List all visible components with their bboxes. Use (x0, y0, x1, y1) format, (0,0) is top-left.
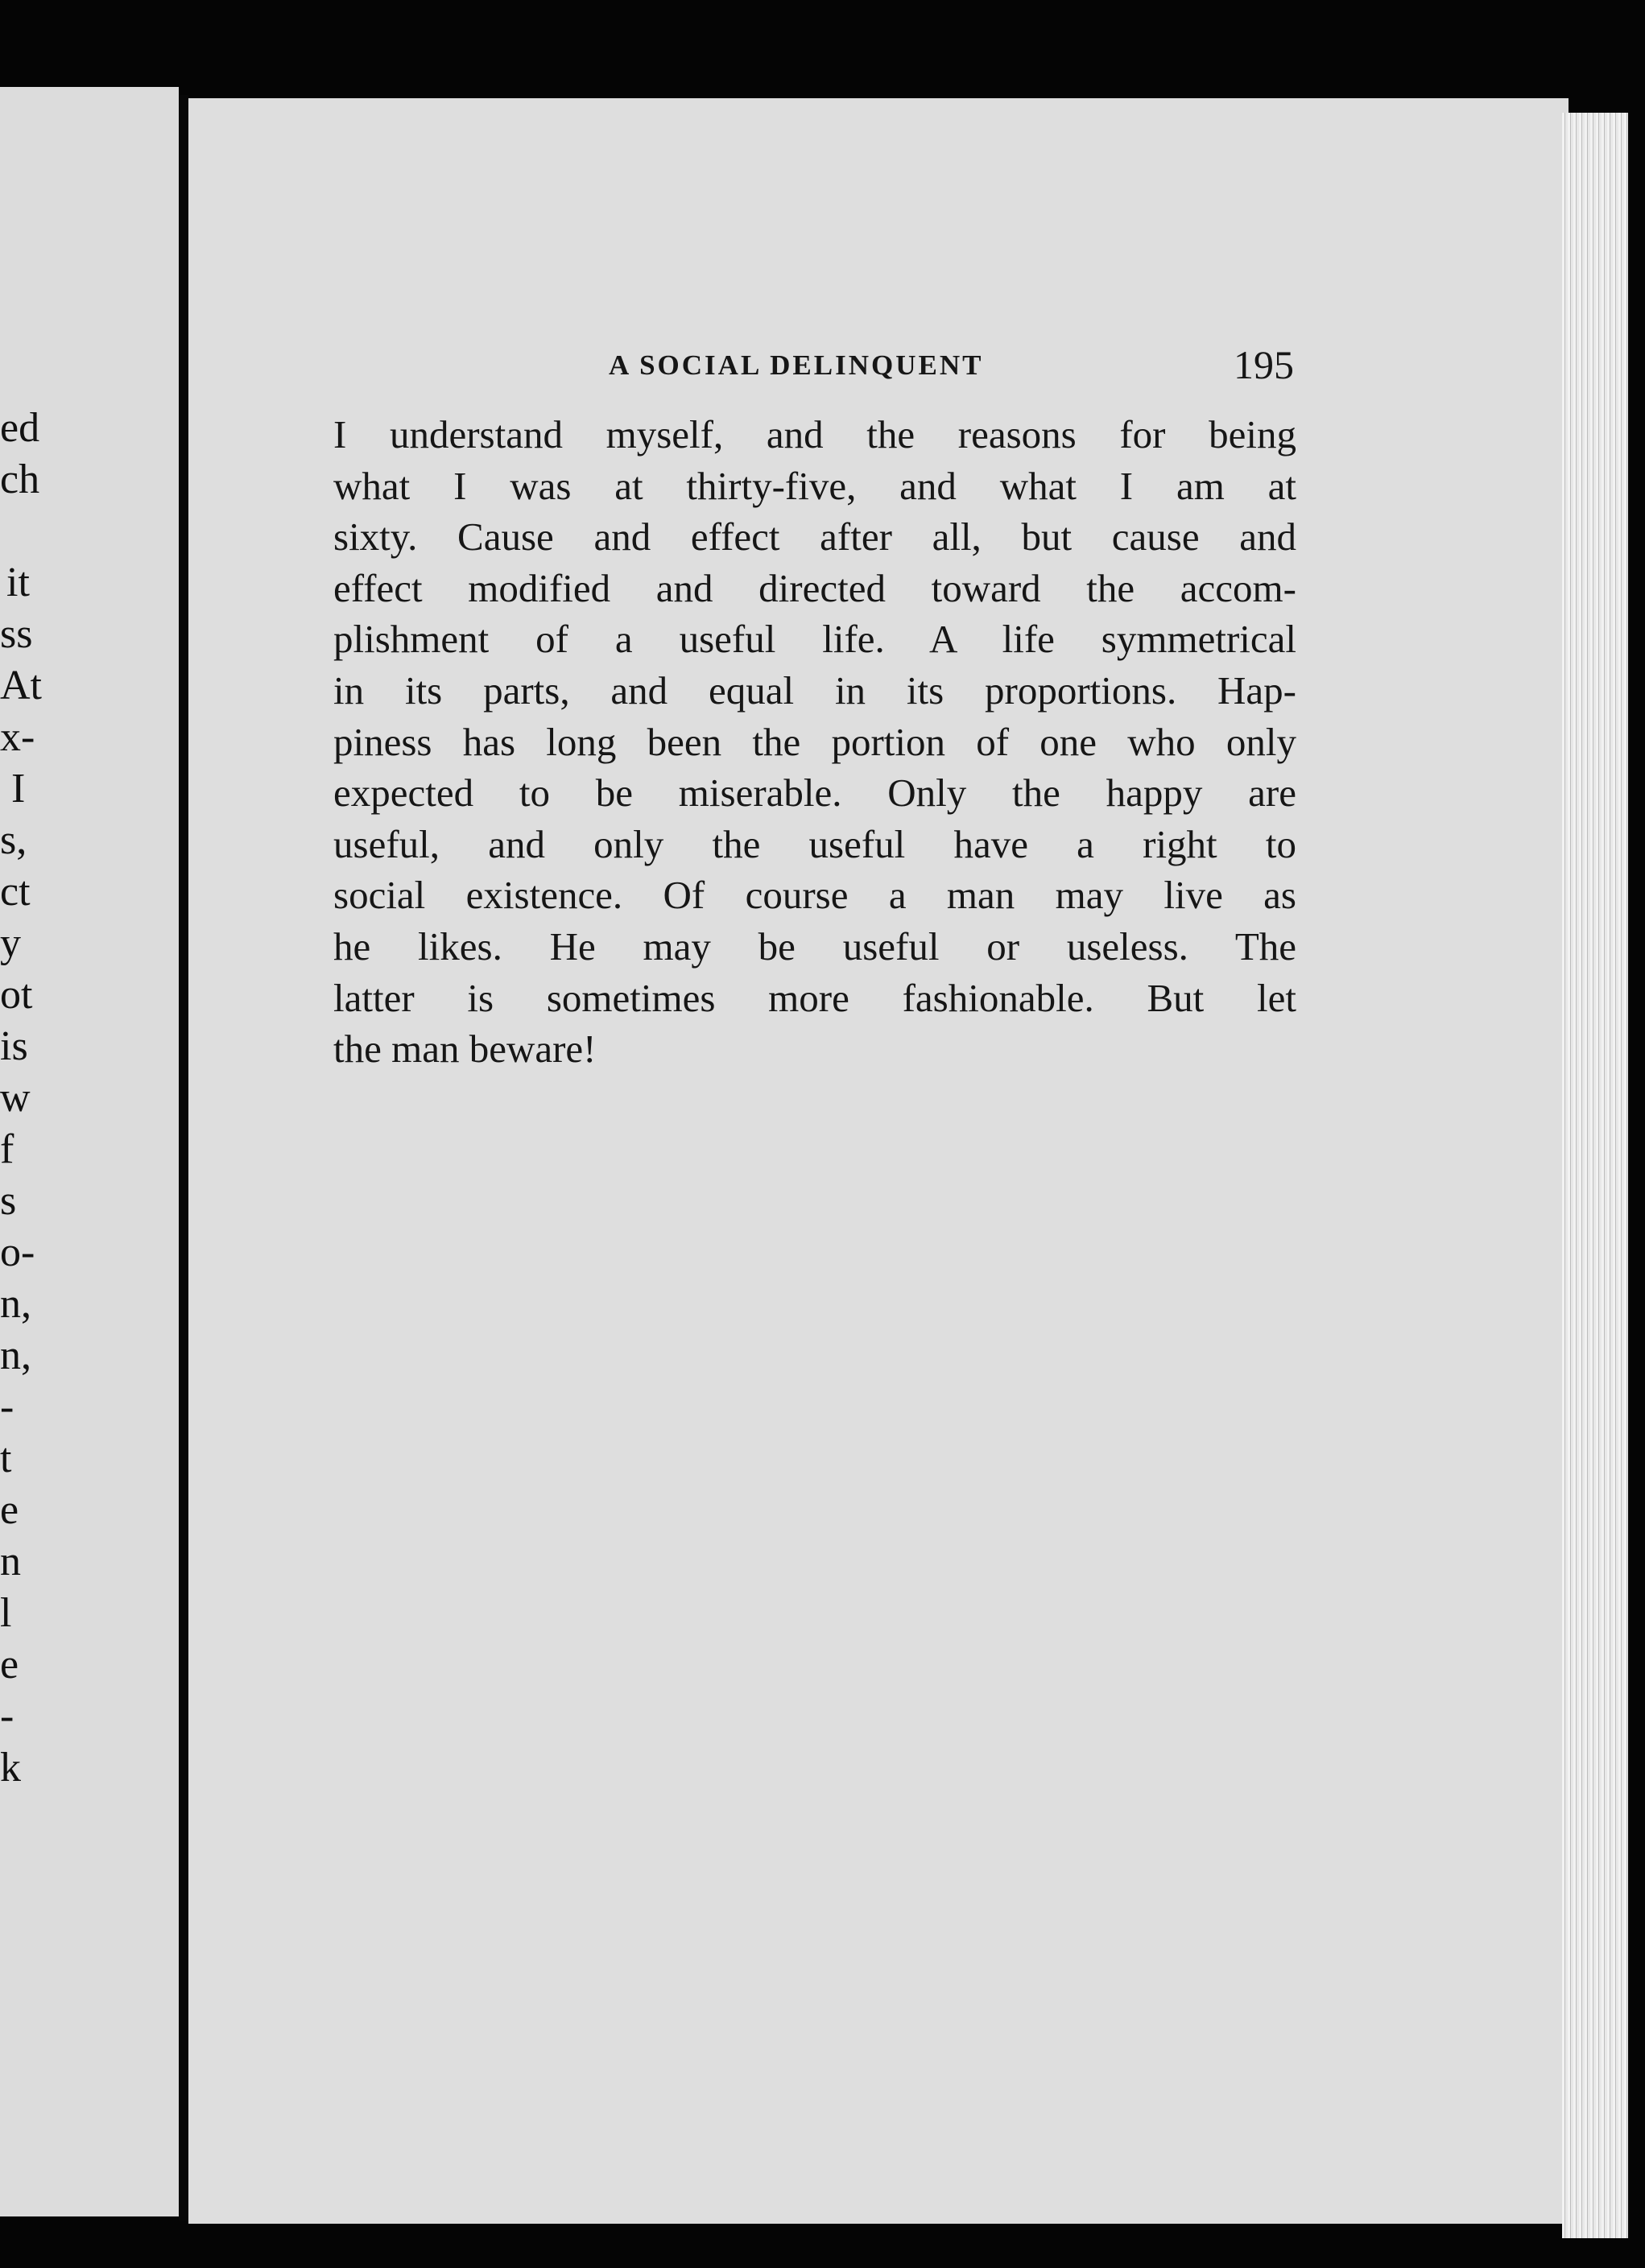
body-paragraph (333, 409, 1296, 1075)
text-line: he likes. He may be useful or useless. The (333, 923, 1296, 969)
left-text-fragment: ed (0, 405, 40, 451)
text-line: latter is sometimes more fashionable. But let (333, 975, 1296, 1020)
left-text-fragment: - (0, 1693, 14, 1739)
text-line: useful, and only the useful have a right to (333, 821, 1296, 866)
text-line: effect modified and directed toward the accom- (333, 565, 1296, 610)
left-text-fragment: n, (0, 1332, 31, 1378)
text-line: piness has long been the portion of one who only (333, 719, 1296, 764)
left-text-fragment: e (0, 1487, 19, 1533)
left-text-fragment: is (0, 1023, 28, 1069)
left-text-fragment: o- (0, 1229, 35, 1275)
left-text-fragment: e (0, 1642, 19, 1688)
text-line: the man beware! (333, 1027, 597, 1072)
book-gutter (179, 95, 188, 2220)
left-text-fragment: s (0, 1178, 17, 1224)
page-number: 195 (1234, 342, 1294, 387)
text-line: in its parts, and equal in its proportions. Hap- (333, 667, 1296, 713)
page-stack-edge (1562, 113, 1628, 2238)
left-text-fragment: n (0, 1539, 21, 1584)
left-text-fragment: t (0, 1436, 12, 1481)
left-text-fragment: ss (0, 611, 33, 657)
left-text-fragment: l (0, 1590, 12, 1636)
left-text-fragment: y (0, 920, 21, 966)
left-text-fragment: k (0, 1745, 21, 1791)
left-text-fragment: x- (0, 714, 35, 760)
left-text-fragment: n, (0, 1281, 31, 1327)
left-text-fragment: w (0, 1075, 31, 1121)
left-text-fragment: f (0, 1126, 14, 1172)
previous-page-edge (0, 87, 179, 2216)
text-line: expected to be miserable. Only the happy are (333, 770, 1296, 816)
text-line: sixty. Cause and effect after all, but cause and (333, 514, 1296, 560)
left-text-fragment: ct (0, 869, 31, 915)
left-text-fragment: At (0, 663, 42, 708)
text-line: social existence. Of course a man may live as (333, 873, 1296, 918)
left-text-fragment: ch (0, 456, 40, 502)
text-line: what I was at thirty-five, and what I am at (333, 463, 1296, 508)
running-head: A SOCIAL DELINQUENT (609, 349, 984, 381)
left-text-fragment: it (6, 560, 30, 605)
left-text-fragment: - (0, 1384, 14, 1430)
left-text-fragment: I (11, 766, 26, 812)
left-text-fragment: s, (0, 817, 27, 863)
left-text-fragment: ot (0, 972, 33, 1018)
text-line: I understand myself, and the reasons for being (333, 412, 1296, 456)
text-line: plishment of a useful life. A life symmetrical (333, 617, 1296, 662)
